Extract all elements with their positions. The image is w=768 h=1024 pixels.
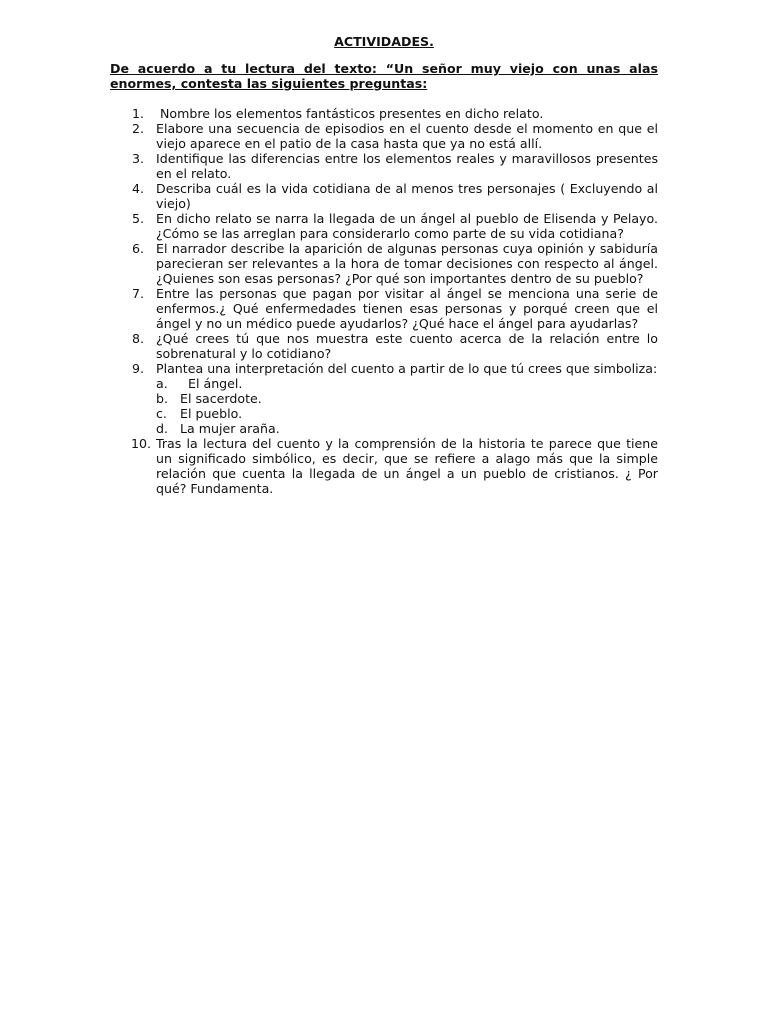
document-intro: De acuerdo a tu lectura del texto: “Un señor muy viejo con unas alas enormes, contesta las siguientes preguntas: bbox=[110, 61, 658, 91]
subitem-letter: c. bbox=[156, 406, 167, 421]
question-text: En dicho relato se narra la llegada de un ángel al pueblo de Elisenda y Pelayo. ¿Cómo se las arreglan para considerarlo como parte de su vida cotidiana? bbox=[156, 211, 658, 241]
question-number: 3. bbox=[132, 151, 145, 166]
subitem-letter: a. bbox=[156, 376, 168, 391]
subitem-letter: d. bbox=[156, 421, 168, 436]
subitems-list bbox=[156, 376, 658, 436]
question-text: Entre las personas que pagan por visitar al ángel se menciona una serie de enfermos.¿ Qué enfermedades tienen esas personas y porqué creen que el ángel y no un médico puede ayudarlos? ¿Qué hace el ángel para ayudarlas? bbox=[156, 286, 658, 331]
question-number: 4. bbox=[132, 181, 145, 196]
question-item bbox=[110, 361, 658, 436]
question-item bbox=[110, 121, 658, 151]
question-text: Plantea una interpretación del cuento a partir de lo que tú crees que simboliza: bbox=[156, 361, 658, 376]
subitem-text: La mujer araña. bbox=[180, 421, 280, 436]
question-text: Elabore una secuencia de episodios en el cuento desde el momento en que el viejo aparece en el patio de la casa hasta que ya no está allí. bbox=[156, 121, 658, 151]
question-text: Identifique las diferencias entre los elementos reales y maravillosos presentes en el relato. bbox=[156, 151, 658, 181]
document-title: ACTIVIDADES. bbox=[334, 34, 434, 49]
question-item bbox=[110, 286, 658, 331]
subitem-text: El pueblo. bbox=[180, 406, 243, 421]
subitem bbox=[156, 376, 658, 391]
question-text: ¿Qué crees tú que nos muestra este cuento acerca de la relación entre lo sobrenatural y lo cotidiano? bbox=[156, 331, 658, 361]
question-number: 5. bbox=[132, 211, 145, 226]
question-number: 10. bbox=[131, 436, 152, 451]
question-text: Describa cuál es la vida cotidiana de al menos tres personajes ( Excluyendo al viejo) bbox=[156, 181, 658, 211]
question-number: 7. bbox=[132, 286, 145, 301]
question-item bbox=[110, 331, 658, 361]
subitem bbox=[156, 391, 658, 406]
question-item bbox=[110, 106, 658, 121]
question-number: 9. bbox=[132, 361, 145, 376]
question-item bbox=[110, 181, 658, 211]
question-item bbox=[110, 151, 658, 181]
subitem-text: El sacerdote. bbox=[180, 391, 262, 406]
question-item bbox=[110, 436, 658, 496]
subitem bbox=[156, 406, 658, 421]
question-number: 1. bbox=[132, 106, 145, 121]
subitem bbox=[156, 421, 658, 436]
question-number: 2. bbox=[132, 121, 145, 136]
subitem-text: El ángel. bbox=[180, 376, 243, 391]
question-text: Tras la lectura del cuento y la comprensión de la historia te parece que tiene un significado simbólico, es decir, que se refiere a alago más que la simple relación que cuenta la llegada de un ángel a un pueblo de cristianos. ¿ Por qué? Fundamenta. bbox=[156, 436, 658, 496]
question-number: 6. bbox=[132, 241, 145, 256]
questions-list bbox=[110, 106, 658, 496]
question-item bbox=[110, 211, 658, 241]
subitem-letter: b. bbox=[156, 391, 168, 406]
question-item bbox=[110, 241, 658, 286]
question-text: Nombre los elementos fantásticos presentes en dicho relato. bbox=[156, 106, 544, 121]
question-text: El narrador describe la aparición de algunas personas cuya opinión y sabiduría parecieran ser relevantes a la hora de tomar decisiones con respecto al ángel. ¿Quienes son esas personas? ¿Por qué son importantes dentro de su pueblo? bbox=[156, 241, 658, 286]
question-number: 8. bbox=[132, 331, 145, 346]
